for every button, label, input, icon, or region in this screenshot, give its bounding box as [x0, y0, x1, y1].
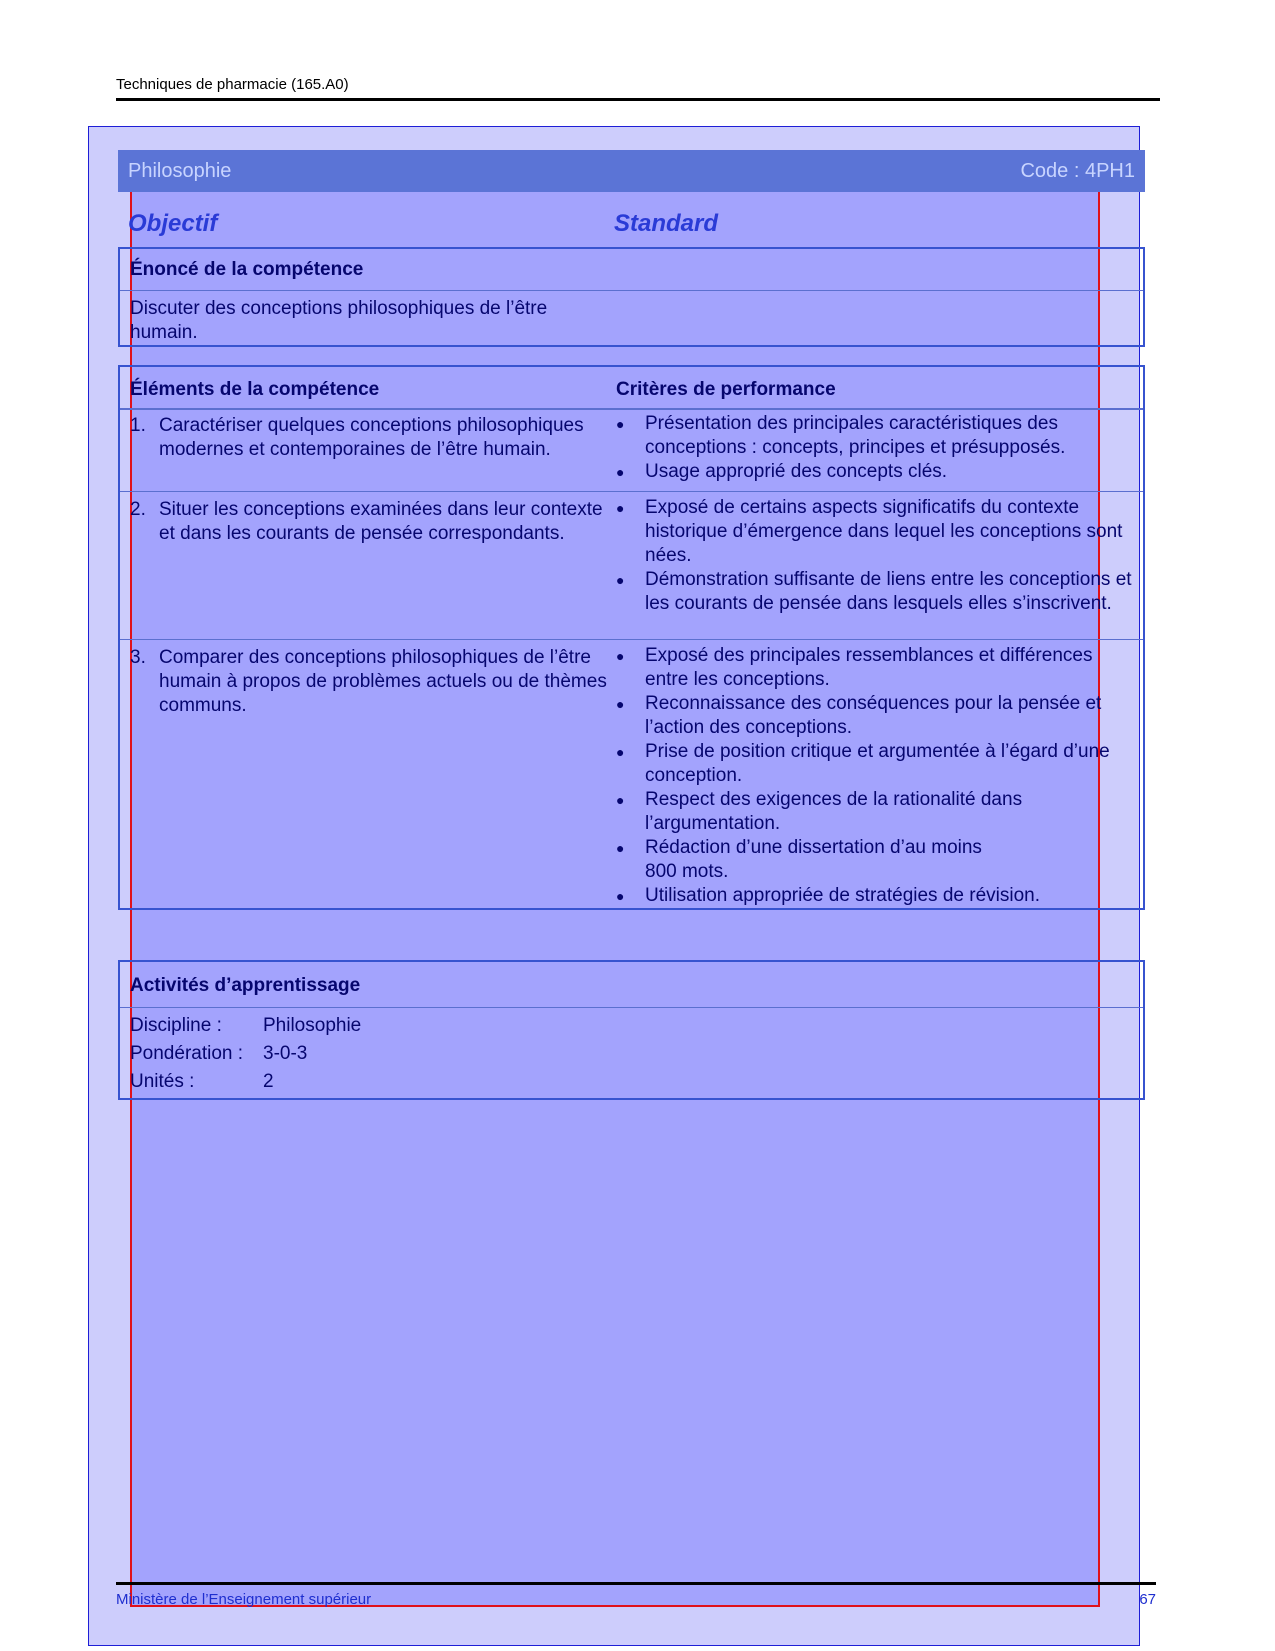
- criterion-text: Rédaction d’une dissertation d’au moins 800 mots.: [645, 837, 982, 882]
- ministry-name: Ministère de l’Enseignement supérieur: [116, 1591, 372, 1608]
- discipline-line: [130, 1012, 361, 1040]
- enonce-label: Énoncé de la compétence: [120, 249, 1143, 291]
- element-row: [120, 409, 1143, 491]
- elements-section: [118, 365, 1145, 910]
- bullet-icon: ●: [616, 840, 625, 856]
- discipline-title: Philosophie: [128, 160, 232, 182]
- page-header: [116, 76, 1160, 101]
- element-text: Caractériser quelques conceptions philosophiques modernes et contemporaines de l’être humain.: [159, 415, 584, 460]
- unites-value: 2: [263, 1071, 274, 1092]
- element-number: 1.: [130, 415, 146, 436]
- bullet-icon: ●: [616, 744, 625, 760]
- element-number: 3.: [130, 647, 146, 668]
- activites-section: [118, 960, 1145, 1100]
- discipline-label: Discipline :: [130, 1015, 222, 1036]
- criterion-text: Respect des exigences de la rationalité dans l’argumentation.: [645, 789, 1023, 834]
- element-text: Comparer des conceptions philosophiques de l’être humain à propos de problèmes actuels ou de thèmes communs.: [159, 647, 607, 716]
- ponderation-line: [130, 1040, 361, 1068]
- elements-label: Éléments de la compétence: [130, 379, 380, 400]
- objectif-heading: Objectif: [128, 210, 218, 237]
- bullet-icon: ●: [616, 572, 625, 588]
- element-row: [120, 491, 1143, 639]
- criterion-text: Utilisation appropriée de stratégies de révision.: [645, 885, 1040, 906]
- activites-label: Activités d’apprentissage: [120, 962, 1143, 1008]
- criterion-text: Usage approprié des concepts clés.: [645, 461, 948, 482]
- criterion-text: Présentation des principales caractéristiques des conceptions : concepts, principes et présupposés.: [645, 413, 1066, 458]
- program-title: Techniques de pharmacie (165.A0): [116, 76, 349, 93]
- page-footer: [116, 1582, 1156, 1608]
- bullet-icon: ●: [616, 888, 625, 904]
- bullet-icon: ●: [616, 464, 625, 480]
- standard-heading: Standard: [614, 210, 719, 237]
- ponderation-value: 3-0-3: [263, 1043, 308, 1064]
- bullet-icon: ●: [616, 500, 625, 516]
- criterion-text: Exposé des principales ressemblances et différences entre les conceptions.: [645, 645, 1093, 690]
- course-code: Code : 4PH1: [1020, 160, 1135, 182]
- discipline-value: Philosophie: [263, 1015, 362, 1036]
- enonce-text: Discuter des conceptions philosophiques de l’être humain.: [130, 298, 548, 343]
- criterion-text: Reconnaissance des conséquences pour la pensée et l’action des conceptions.: [645, 693, 1102, 738]
- criterion-text: Prise de position critique et argumentée à l’égard d’une conception.: [645, 741, 1110, 786]
- unites-line: [130, 1068, 361, 1096]
- criterion-text: Démonstration suffisante de liens entre les conceptions et les courants de pensée dans lesquels elles s’inscrivent.: [645, 569, 1132, 614]
- bullet-icon: ●: [616, 792, 625, 808]
- enonce-section: [118, 247, 1145, 347]
- page-number: 67: [1139, 1591, 1156, 1608]
- criteria-label: Critères de performance: [616, 379, 836, 400]
- element-number: 2.: [130, 499, 146, 520]
- bullet-icon: ●: [616, 416, 625, 432]
- criterion-text: Exposé de certains aspects significatifs du contexte historique d’émergence dans lequel les conceptions sont nées.: [645, 497, 1123, 566]
- element-text: Situer les conceptions examinées dans leur contexte et dans les courants de pensée correspondants.: [159, 499, 603, 544]
- ponderation-label: Pondération :: [130, 1043, 244, 1064]
- unites-label: Unités :: [130, 1071, 195, 1092]
- elements-header: [120, 367, 1143, 409]
- discipline-title-bar: [118, 150, 1145, 192]
- element-row: [120, 639, 1143, 907]
- bullet-icon: ●: [616, 648, 625, 664]
- bullet-icon: ●: [616, 696, 625, 712]
